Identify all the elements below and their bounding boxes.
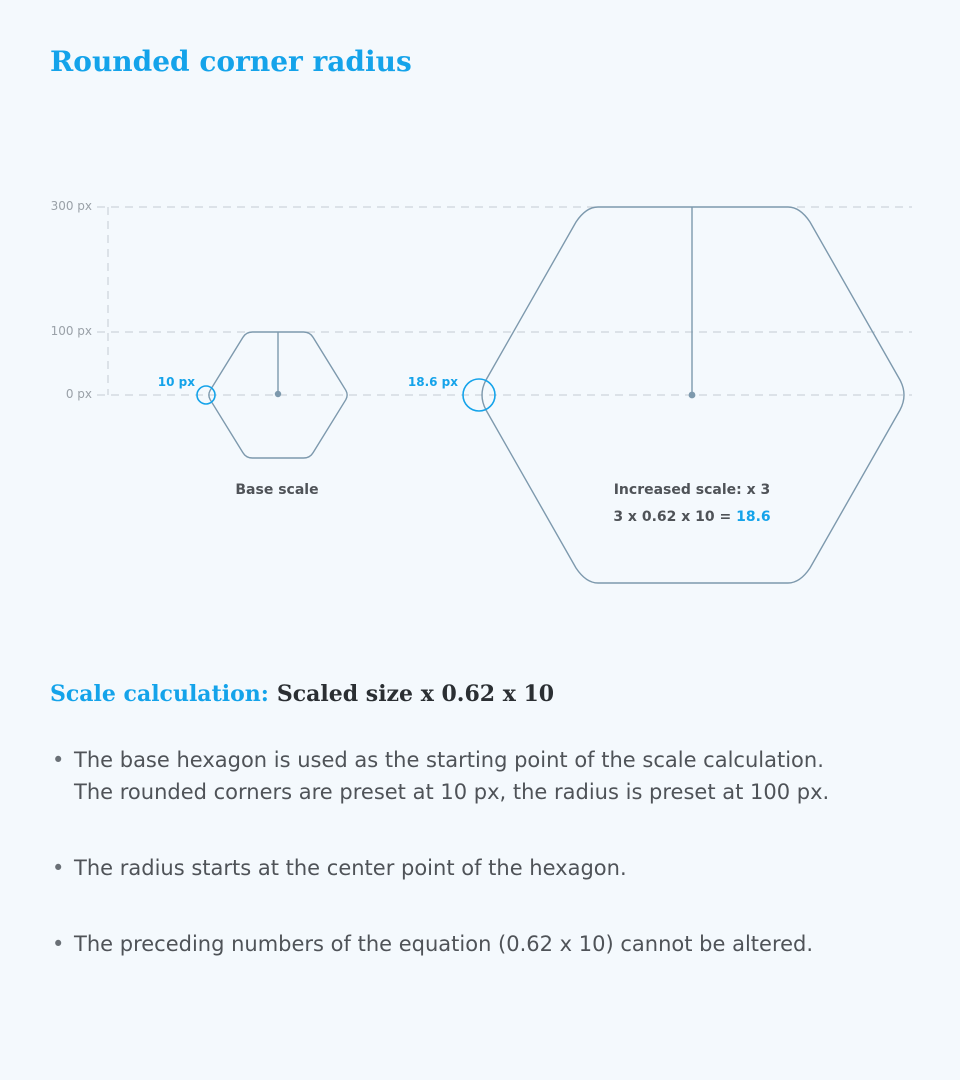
scaled-caption-line2: [613, 509, 770, 525]
axis-label-100: 100 px: [50, 324, 92, 338]
note-text: The base hexagon is used as the starting point of the scale calculation.: [74, 748, 824, 772]
notes-list: [52, 744, 932, 960]
note-item-radius-start: [52, 852, 932, 884]
scaled-caption-equation: 3 x 0.62 x 10 =: [613, 509, 737, 525]
note-item-base-hexagon: [52, 744, 932, 808]
bullet-icon: •: [52, 932, 65, 956]
base-scale-caption: Base scale: [235, 482, 319, 498]
note-text: The preceding numbers of the equation (0.62 x 10) cannot be altered.: [74, 932, 814, 956]
bullet-icon: •: [52, 856, 65, 880]
bullet-icon: •: [52, 748, 65, 772]
note-text: The radius starts at the center point of the hexagon.: [74, 856, 627, 880]
axis-label-300: 300 px: [50, 199, 92, 213]
scale-calculation-formula: Scaled size x 0.62 x 10: [276, 681, 555, 707]
scale-calculation-label: Scale calculation:: [50, 681, 269, 707]
scaled-caption-line1: Increased scale: x 3: [613, 482, 771, 498]
base-radius-label: 10 px: [157, 375, 195, 389]
scaled-caption-result: 18.6: [736, 509, 771, 525]
guide-lines: [97, 207, 912, 395]
scaled-radius-label: 18.6 px: [407, 375, 458, 389]
base-center-point: [275, 391, 281, 397]
axis-label-0: 0 px: [65, 387, 92, 401]
page-title: Rounded corner radius: [50, 45, 412, 78]
note-item-equation: [52, 928, 932, 960]
scale-calculation-heading: [50, 676, 554, 712]
scaled-center-point: [689, 392, 696, 399]
base-hexagon-group: [158, 332, 347, 498]
note-text: The rounded corners are preset at 10 px, the radius is preset at 100 px.: [74, 780, 830, 804]
